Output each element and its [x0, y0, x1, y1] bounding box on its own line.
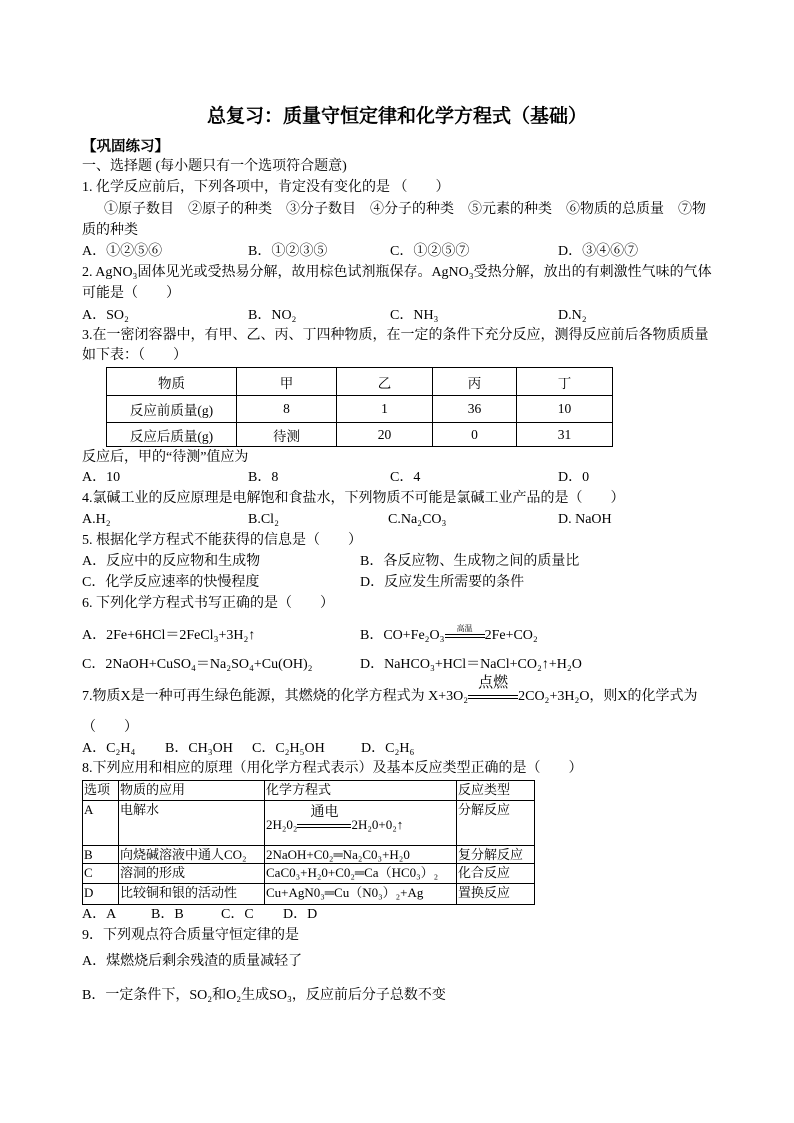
table-cell: CaC0₃+H₂0+C0₂═Ca（HC0₃）₂ [265, 864, 457, 884]
q6-option-b [360, 626, 538, 646]
table-cell: 反应前质量(g) [107, 396, 237, 423]
table-cell: 溶洞的形成 [119, 864, 265, 884]
q7-stem-right: 2CO₂+3H₂O，则X的化学式为 [518, 689, 698, 704]
table-header-cell: 反应类型 [457, 781, 535, 801]
q4-option-b: B.Cl₂ [248, 512, 279, 527]
double-line [468, 695, 518, 699]
table-header-cell: 丁 [517, 368, 613, 396]
table-cell: 2NaOH+C0₂═Na₂C0₃+H₂0 [265, 846, 457, 864]
q2-option-b: B．NO₂ [248, 308, 297, 323]
table-row [83, 884, 535, 905]
q4-stem: 4.氯碱工业的反应原理是电解饱和食盐水，下列物质不可能是氯碱工业产品的是（ ） [82, 491, 625, 506]
table-header-cell: 丙 [433, 368, 517, 396]
q6-option-a: A．2Fe+6HCl＝2FeCl₃+3H₂↑ [82, 628, 256, 643]
q6-option-c: C．2NaOH+CuSO₄＝Na₂SO₄+Cu(OH)₂ [82, 657, 313, 672]
double-line [445, 634, 485, 638]
q8-option-b: B．B [151, 907, 184, 922]
table-header-cell: 物质 [107, 368, 237, 396]
q2-option-d: D.N₂ [558, 308, 587, 323]
reaction-condition-arrow [297, 805, 351, 832]
q3-mass-table [106, 367, 613, 447]
table-cell: D [83, 884, 119, 905]
q6-option-d: D．NaHCO₃+HCl＝NaCl+CO₂↑+H₂O [360, 657, 582, 672]
reaction-condition-text: 通电 [310, 805, 339, 820]
table-cell: 反应后质量(g) [107, 423, 237, 447]
q7-stem-left: 7.物质X是一种可再生绿色能源，其燃烧的化学方程式为 X+3O₂ [82, 689, 469, 704]
table-cell: 8 [237, 396, 337, 423]
table-header-cell: 化学方程式 [265, 781, 457, 801]
q3-option-a: A．10 [82, 470, 121, 485]
q7-stem [82, 675, 698, 707]
table-header-row [83, 781, 535, 801]
table-cell: A [83, 801, 119, 846]
equation [266, 801, 455, 833]
table-cell: 31 [517, 423, 613, 447]
table-cell: B [83, 846, 119, 864]
q6-stem: 6. 下列化学方程式书写正确的是（ ） [82, 596, 334, 611]
q3-option-d: D．0 [558, 470, 590, 485]
table-cell: 电解水 [119, 801, 265, 846]
q7-option-a: A．C₂H₄ [82, 741, 136, 756]
q6-option-b-reactants: B．CO+Fe₂O₃ [360, 628, 445, 643]
q3-option-b: B．8 [248, 470, 279, 485]
table-cell: 分解反应 [457, 801, 535, 846]
table-cell: 1 [337, 396, 433, 423]
table-cell: C [83, 864, 119, 884]
q1-items-line1: ①原子数目 ②原子的种类 ③分子数目 ④分子的种类 ⑤元素的种类 ⑥物质的总质量 ⑦物 [104, 202, 706, 217]
q5-option-a: A．反应中的反应物和生成物 [82, 554, 261, 569]
table-cell: 复分解反应 [457, 846, 535, 864]
q1-option-b: B．①②③⑤ [248, 244, 328, 259]
q7-option-b: B．CH₃OH [165, 741, 233, 756]
q2-option-a: A．SO₂ [82, 308, 129, 323]
table-cell: 向烧碱溶液中通人CO₂ [119, 846, 265, 864]
table-cell [265, 801, 457, 846]
double-line [297, 824, 351, 828]
q1-items-line2: 质的种类 [82, 223, 138, 238]
q1-stem: 1. 化学反应前后，下列各项中，肯定没有变化的是 （ ） [82, 180, 450, 195]
q2-stem-line2: 可能是（ ） [82, 286, 180, 301]
table-header-cell: 物质的应用 [119, 781, 265, 801]
table-cell: 10 [517, 396, 613, 423]
q8-option-c: C．C [221, 907, 254, 922]
q9-stem: 9．下列观点符合质量守恒定律的是 [82, 928, 299, 943]
q7-option-c: C．C₂H₅OH [252, 741, 325, 756]
q8-option-a: A．A [82, 907, 117, 922]
q5-stem: 5. 根据化学方程式不能获得的信息是（ ） [82, 533, 362, 548]
part-heading: 一、选择题 (每小题只有一个选项符合题意) [82, 159, 347, 174]
q3-option-c: C．4 [390, 470, 421, 485]
q4-option-d: D. NaOH [558, 512, 612, 527]
reaction-condition-text: 高温 [456, 624, 473, 633]
table-row [83, 846, 535, 864]
table-cell: 36 [433, 396, 517, 423]
q2-stem-line1: 2. AgNO₃固体见光或受热易分解，故用棕色试剂瓶保存。AgNO₃受热分解，放出的有刺激性气味的气体 [82, 265, 712, 280]
page-title: 总复习：质量守恒定律和化学方程式（基础） [206, 106, 587, 127]
q1-option-a: A．①②⑤⑥ [82, 244, 163, 259]
table-row [107, 396, 613, 423]
q6-option-b-products: 2Fe+CO₂ [484, 628, 538, 643]
equation-products: 2H₂0+0₂↑ [351, 817, 404, 832]
table-header-cell: 选项 [83, 781, 119, 801]
table-header-cell: 乙 [337, 368, 433, 396]
table-header-cell: 甲 [237, 368, 337, 396]
table-cell: 比较铜和银的活动性 [119, 884, 265, 905]
q9-option-a: A．煤燃烧后剩余残渣的质量减轻了 [82, 954, 303, 969]
q1-option-c: C．①②⑤⑦ [390, 244, 470, 259]
table-cell: Cu+AgN0₃═Cu（N0₃）₂+Ag [265, 884, 457, 905]
table-row [83, 801, 535, 846]
table-cell: 0 [433, 423, 517, 447]
reaction-condition-arrow [445, 624, 485, 642]
table-cell: 待测 [237, 423, 337, 447]
q5-option-c: C．化学反应速率的快慢程度 [82, 575, 260, 590]
table-cell: 化合反应 [457, 864, 535, 884]
q7-option-d: D．C₂H₆ [361, 741, 415, 756]
q3-stem-line2: 如下表：（ ） [82, 348, 187, 363]
q5-option-d: D．反应发生所需要的条件 [360, 575, 525, 590]
q4-option-a: A.H₂ [82, 512, 111, 527]
table-row [107, 423, 613, 447]
q8-stem: 8.下列应用和相应的原理（用化学方程式表示）及基本反应类型正确的是（ ） [82, 761, 583, 776]
table-cell: 置换反应 [457, 884, 535, 905]
q1-option-d: D．③④⑥⑦ [558, 244, 639, 259]
q8-option-d: D．D [283, 907, 318, 922]
q3-stem-line1: 3.在一密闭容器中，有甲、乙、丙、丁四种物质，在一定的条件下充分反应，测得反应前后各物质质量 [82, 328, 709, 343]
reaction-condition-arrow [468, 675, 518, 703]
q2-option-c: C．NH₃ [390, 308, 439, 323]
q9-option-b: B．一定条件下，SO₂和O₂生成SO₃，反应前后分子总数不变 [82, 988, 446, 1003]
table-cell: 20 [337, 423, 433, 447]
equation-reactants: 2H₂0₂ [266, 817, 298, 832]
table-row [83, 864, 535, 884]
reaction-condition-text: 点燃 [478, 675, 509, 691]
q8-table [82, 780, 535, 905]
q7-stem-line2: （ ） [82, 720, 138, 735]
q5-option-b: B．各反应物、生成物之间的质量比 [360, 554, 580, 569]
q4-option-c: C.Na₂CO₃ [388, 512, 447, 527]
section-tag: 【巩固练习】 [82, 139, 169, 155]
table-header-row [107, 368, 613, 396]
q3-follow-up: 反应后，甲的“待测”值应为 [82, 450, 249, 465]
